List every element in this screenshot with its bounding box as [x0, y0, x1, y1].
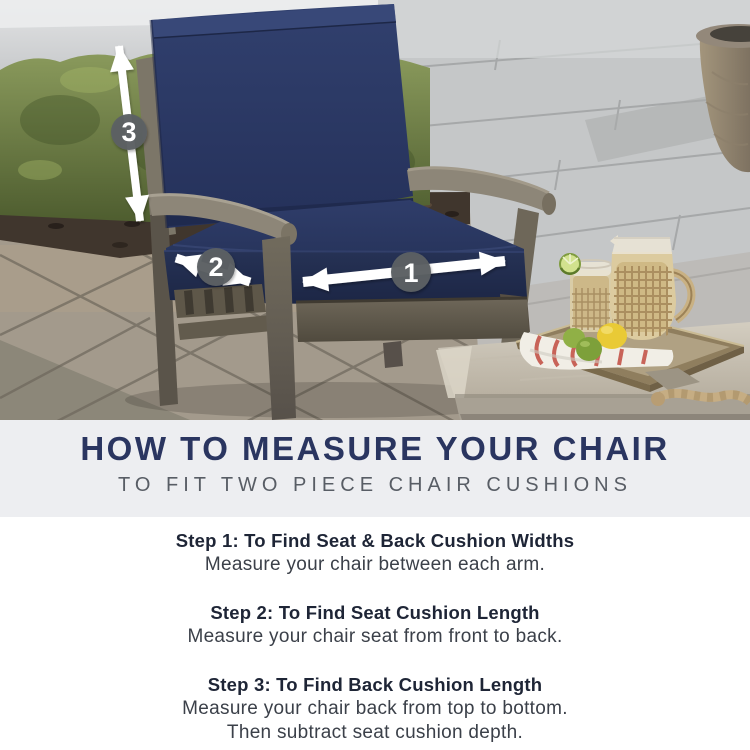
step-2-instruction: Measure your chair seat from front to back. — [187, 626, 563, 647]
marker-2-number: 2 — [208, 252, 224, 282]
step-2 — [0, 601, 750, 649]
step-1-instruction: Measure your chair between each arm. — [204, 554, 546, 575]
step-1-heading: Step 1: To Find Seat & Back Cushion Widths — [175, 530, 575, 551]
step-2-heading: Step 2: To Find Seat Cushion Length — [210, 602, 540, 623]
lemon — [597, 323, 627, 349]
chair-back-right-foot — [383, 341, 403, 368]
measurement-steps — [0, 517, 750, 745]
title-band — [0, 420, 750, 517]
lime — [576, 337, 602, 361]
page-subtitle: TO FIT TWO PIECE CHAIR CUSHIONS — [118, 474, 632, 496]
step-3 — [0, 673, 750, 745]
step-3-instruction-2: Then subtract seat cushion depth. — [226, 722, 524, 743]
page-title: HOW TO MEASURE YOUR CHAIR — [80, 430, 670, 467]
marker-3-number: 3 — [121, 117, 137, 147]
chair-front-rail — [296, 298, 529, 342]
step-3-instruction: Measure your chair back from top to bottom. — [182, 698, 568, 719]
marker-1-number: 1 — [403, 258, 419, 288]
step-3-heading: Step 3: To Find Back Cushion Length — [207, 674, 543, 695]
chair-side-slats — [174, 284, 272, 340]
lime-wedge — [560, 254, 580, 274]
step-1 — [0, 529, 750, 577]
